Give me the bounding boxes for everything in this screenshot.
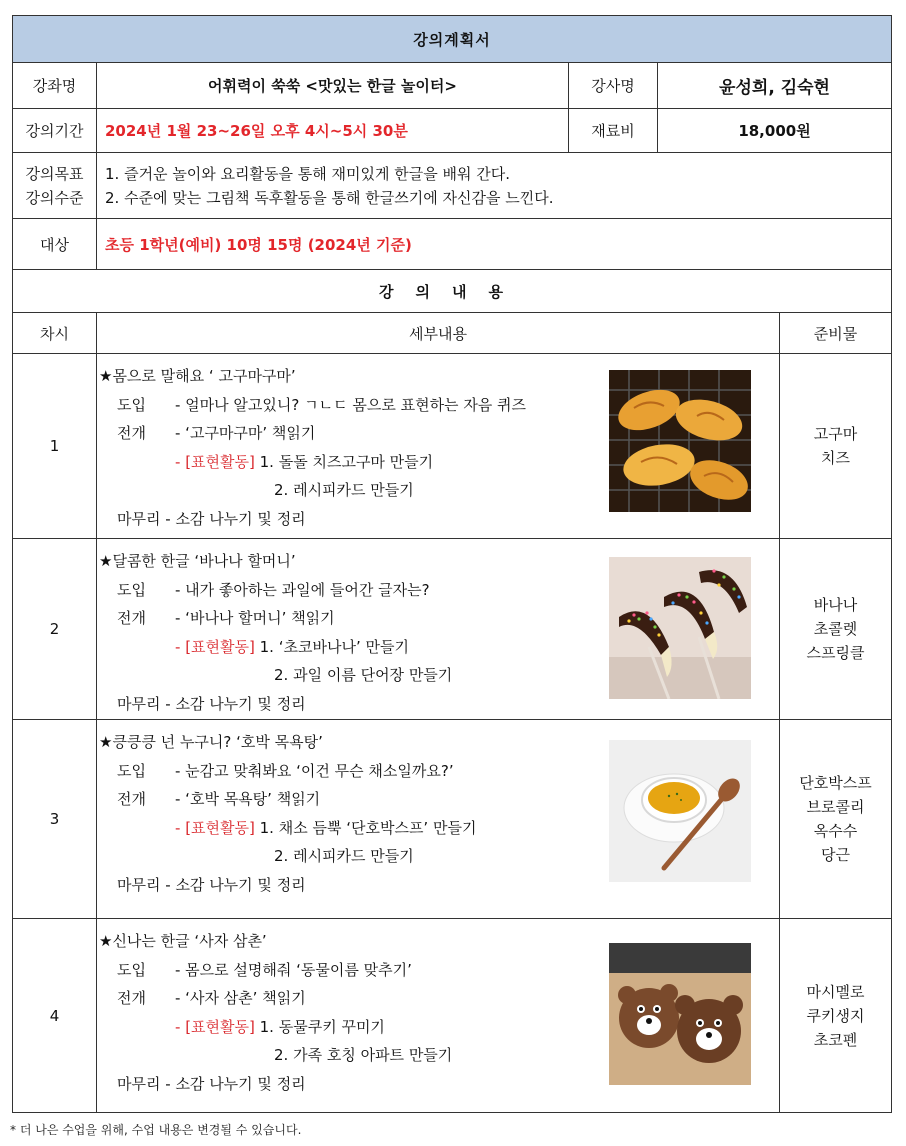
lesson-title: ★몸으로 말해요 ‘ 고구마구마’ xyxy=(99,367,296,385)
fee-label: 재료비 xyxy=(569,109,658,153)
lesson-row xyxy=(13,919,892,1113)
activity-2: 2. 과일 이름 단어장 만들기 xyxy=(274,666,453,684)
goal-2: 2. 수준에 맞는 그림책 독후활동을 통해 한글쓰기에 자신감을 느낀다. xyxy=(105,188,554,207)
intro-label: 도입 xyxy=(117,960,146,979)
instructor-name: 윤성희, 김숙현 xyxy=(658,63,892,109)
activity-1: 1. ‘초코바나나’ 만들기 xyxy=(259,637,409,656)
dev-label: 전개 xyxy=(117,609,146,627)
supply-item: 고구마 xyxy=(813,425,858,443)
supplies-list xyxy=(780,539,892,720)
intro-label: 도입 xyxy=(117,761,146,780)
end-label: 마무리 xyxy=(117,875,161,894)
lesson-detail xyxy=(97,354,780,539)
lesson-row xyxy=(13,354,892,539)
supply-item: 브로콜리 xyxy=(806,798,865,816)
course-name: 어휘력이 쑥쑥 <맛있는 한글 놀이터> xyxy=(97,63,569,109)
fee-value: 18,000원 xyxy=(658,109,892,153)
activity-tag: - [표현활동] xyxy=(175,818,255,837)
goal-1: 1. 즐거운 놀이와 요리활동을 통해 재미있게 한글을 배워 간다. xyxy=(105,164,510,183)
dev-text: - ‘호박 목욕탕’ 책읽기 xyxy=(175,790,321,808)
header-session: 차시 xyxy=(13,313,97,354)
intro-text: - 얼마나 알고있니? ㄱㄴㄷ 몸으로 표현하는 자음 퀴즈 xyxy=(175,395,527,414)
lesson-number: 1 xyxy=(13,354,97,539)
header-detail: 세부내용 xyxy=(97,313,780,354)
dev-label: 전개 xyxy=(117,424,146,442)
end-text: - 소감 나누기 및 정리 xyxy=(165,875,306,894)
supply-item: 치즈 xyxy=(821,449,850,467)
supplies-list xyxy=(780,919,892,1113)
supply-item: 스프링클 xyxy=(806,644,865,662)
lesson-title: ★신나는 한글 ‘사자 삼촌’ xyxy=(99,932,267,950)
activity-tag: - [표현활동] xyxy=(175,452,255,471)
activity-2: 2. 레시피카드 만들기 xyxy=(274,481,414,499)
lesson-title: ★달콤한 한글 ‘바나나 할머니’ xyxy=(99,552,296,570)
supply-item: 단호박스프 xyxy=(799,774,872,792)
lesson-detail xyxy=(97,539,780,720)
activity-2: 2. 레시피카드 만들기 xyxy=(274,847,414,865)
lesson-plan-table xyxy=(12,15,892,1113)
end-label: 마무리 xyxy=(117,1074,161,1093)
supply-item: 당근 xyxy=(821,846,850,864)
supply-item: 옥수수 xyxy=(813,822,858,840)
activity-1: 1. 돌돌 치즈고구마 만들기 xyxy=(259,452,434,471)
supply-item: 마시멜로 xyxy=(806,982,865,1001)
target-value: 초등 1학년(예비) 10명 15명 (2024년 기준) xyxy=(97,219,892,270)
supply-item: 초코펜 xyxy=(813,1030,858,1049)
end-text: - 소감 나누기 및 정리 xyxy=(165,509,306,528)
end-text: - 소감 나누기 및 정리 xyxy=(165,694,306,713)
lesson-number: 2 xyxy=(13,539,97,720)
course-label: 강좌명 xyxy=(13,63,97,109)
goal-label: 강의목표 xyxy=(25,164,84,183)
supplies-list xyxy=(780,354,892,539)
period-value: 2024년 1월 23~26일 오후 4시~5시 30분 xyxy=(97,109,569,153)
supplies-list xyxy=(780,720,892,919)
dev-text: - ‘고구마구마’ 책읽기 xyxy=(175,424,316,442)
dev-label: 전개 xyxy=(117,790,146,808)
instructor-label: 강사명 xyxy=(569,63,658,109)
dev-text: - ‘사자 삼촌’ 책읽기 xyxy=(175,989,306,1007)
activity-tag: - [표현활동] xyxy=(175,1017,255,1036)
supply-item: 바나나 xyxy=(813,596,858,614)
lesson-number: 4 xyxy=(13,919,97,1113)
header-supplies: 준비물 xyxy=(780,313,892,354)
section-title: 강의내용 xyxy=(13,270,892,313)
choco-banana-photo xyxy=(609,557,751,699)
document-title: 강의계획서 xyxy=(13,16,892,63)
footnote: * 더 나은 수업을 위해, 수업 내용은 변경될 수 있습니다. xyxy=(10,1123,302,1137)
activity-2: 2. 가족 호칭 아파트 만들기 xyxy=(274,1046,453,1064)
lesson-title: ★킁킁킁 넌 누구니? ‘호박 목욕탕’ xyxy=(99,733,323,751)
activity-1: 1. 채소 듬뿍 ‘단호박스프’ 만들기 xyxy=(259,818,477,837)
goal-labels xyxy=(13,153,97,219)
dev-text: - ‘바나나 할머니’ 책읽기 xyxy=(175,609,335,627)
croissant-photo xyxy=(609,370,751,512)
lesson-row xyxy=(13,539,892,720)
end-text: - 소감 나누기 및 정리 xyxy=(165,1074,306,1093)
lesson-number: 3 xyxy=(13,720,97,919)
intro-label: 도입 xyxy=(117,580,146,599)
end-label: 마무리 xyxy=(117,694,161,713)
intro-label: 도입 xyxy=(117,395,146,414)
supply-item: 쿠키생지 xyxy=(806,1006,865,1025)
end-label: 마무리 xyxy=(117,509,161,528)
period-label: 강의기간 xyxy=(13,109,97,153)
lesson-plan-page xyxy=(12,15,891,1113)
lesson-detail xyxy=(97,720,780,919)
lesson-detail xyxy=(97,919,780,1113)
intro-text: - 눈감고 맞춰봐요 ‘이건 무슨 채소일까요?’ xyxy=(175,761,454,780)
animal-cookie-photo xyxy=(609,943,751,1085)
pumpkin-soup-photo xyxy=(609,740,751,882)
level-label: 강의수준 xyxy=(25,188,84,207)
supply-item: 초콜렛 xyxy=(813,620,858,638)
target-label: 대상 xyxy=(13,219,97,270)
intro-text: - 내가 좋아하는 과일에 들어간 글자는? xyxy=(175,580,430,599)
dev-label: 전개 xyxy=(117,989,146,1007)
activity-tag: - [표현활동] xyxy=(175,637,255,656)
lesson-row xyxy=(13,720,892,919)
activity-1: 1. 동물쿠키 꾸미기 xyxy=(259,1017,385,1036)
goals xyxy=(97,153,892,219)
intro-text: - 몸으로 설명해줘 ‘동물이름 맞추기’ xyxy=(175,960,412,979)
